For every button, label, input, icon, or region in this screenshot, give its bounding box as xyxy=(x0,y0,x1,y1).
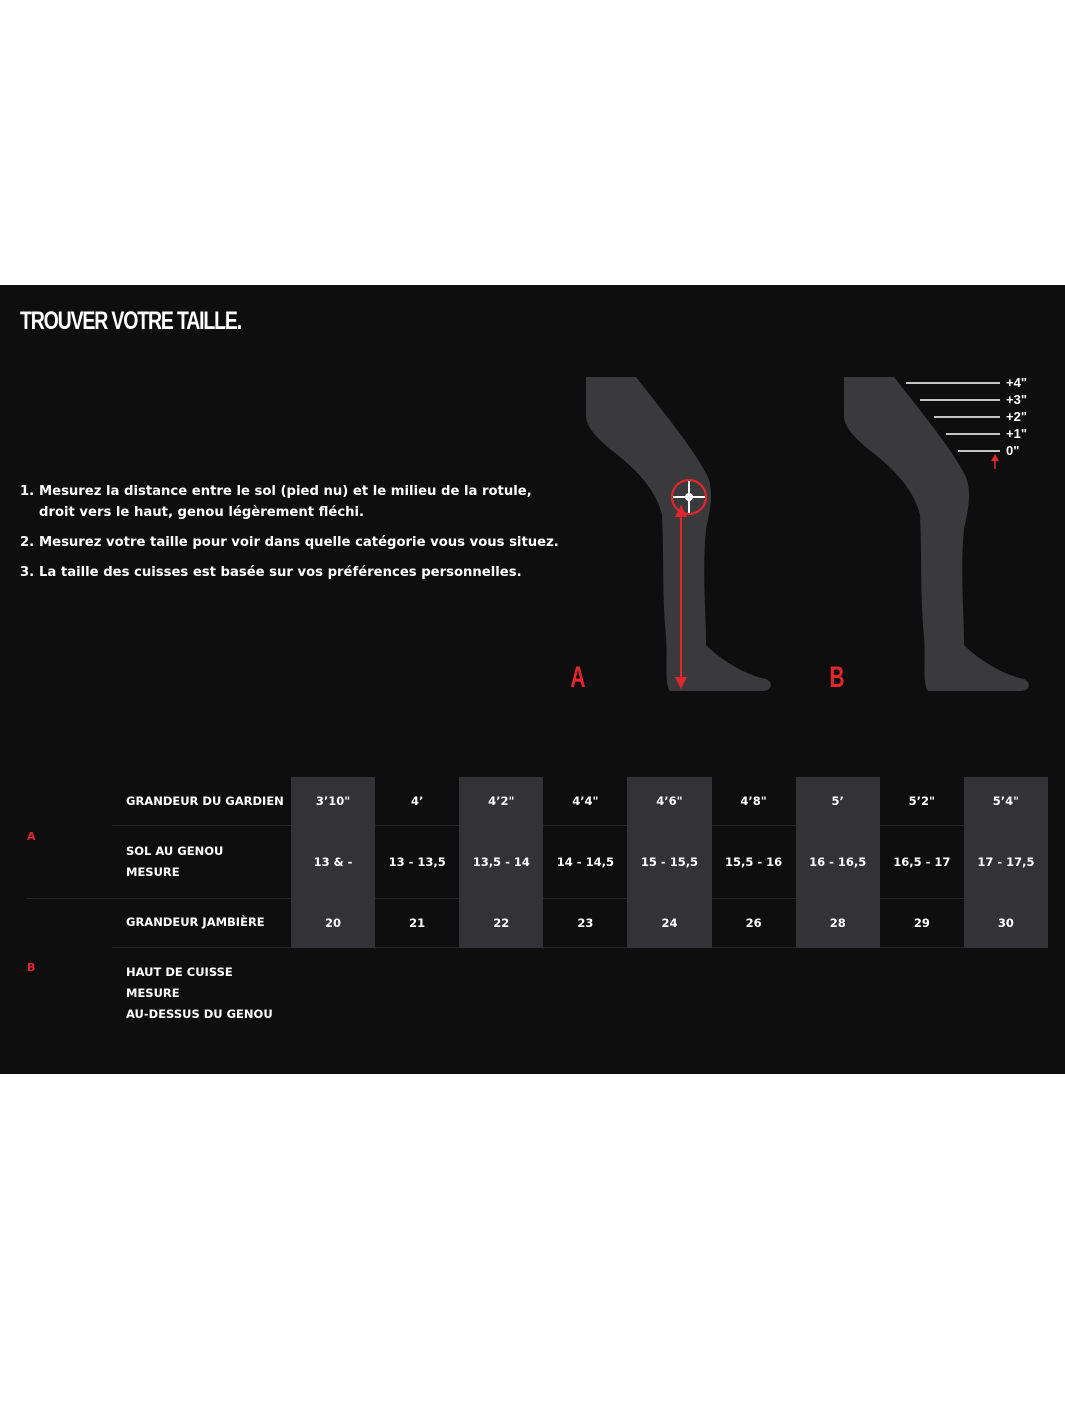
pad-size-cell: 22 xyxy=(459,898,543,947)
pad-size-cell: 29 xyxy=(880,898,964,947)
height-cell: 4’ xyxy=(375,777,459,826)
knee-cell: 16,5 - 17 xyxy=(880,826,964,899)
knee-label-line: SOL AU GENOU xyxy=(126,843,224,858)
height-cell: 4’6" xyxy=(627,777,711,826)
table-row xyxy=(27,777,1048,826)
leg-a-shape xyxy=(586,377,771,691)
knee-cell: 13 & - xyxy=(291,826,375,899)
knee-cell: 14 - 14,5 xyxy=(543,826,627,899)
step-number: 1. xyxy=(20,484,35,499)
instruction-step xyxy=(20,562,560,583)
knee-cell: 13,5 - 14 xyxy=(459,826,543,899)
step-text: Mesurez la distance entre le sol (pied nu) et le milieu de la rotule, droit vers le haut, genou légèrement fléchi. xyxy=(39,484,532,520)
offset-label: +1" xyxy=(1006,426,1027,441)
leg-measurement-illustration xyxy=(560,365,1060,705)
height-cell: 3’10" xyxy=(291,777,375,826)
measure-a-marker: A xyxy=(27,826,112,899)
offset-label: +4" xyxy=(1006,375,1027,390)
row-group-spacer xyxy=(27,898,112,947)
table-row xyxy=(27,826,1048,899)
offset-label: 0" xyxy=(1006,443,1020,458)
instruction-step xyxy=(20,532,560,553)
page-title: TROUVER VOTRE TAILLE. xyxy=(20,307,241,335)
height-cell: 5’2" xyxy=(880,777,964,826)
leg-b-shape xyxy=(844,377,1029,691)
step-number: 2. xyxy=(20,535,35,550)
pad-size-cell: 30 xyxy=(964,898,1048,947)
pad-size-cell: 28 xyxy=(796,898,880,947)
pad-size-cell: 21 xyxy=(375,898,459,947)
instructions-list xyxy=(20,481,560,592)
knee-row-label xyxy=(112,826,291,899)
step-text: Mesurez votre taille pour voir dans quelle catégorie vous vous situez. xyxy=(39,535,559,550)
knee-label-line: MESURE xyxy=(126,864,180,879)
pad-size-cell: 24 xyxy=(627,898,711,947)
table-row xyxy=(27,947,1048,1040)
pad-size-cell: 23 xyxy=(543,898,627,947)
pad-size-cell: 26 xyxy=(712,898,796,947)
size-chart-table xyxy=(27,777,1048,1040)
height-row-label: GRANDEUR DU GARDIEN xyxy=(112,777,291,826)
table-row xyxy=(27,898,1048,947)
pad-size-row-label: GRANDEUR JAMBIÈRE xyxy=(112,898,291,947)
knee-cell: 13 - 13,5 xyxy=(375,826,459,899)
knee-cell: 17 - 17,5 xyxy=(964,826,1048,899)
leg-b-label: B xyxy=(829,661,845,694)
height-cell: 4’4" xyxy=(543,777,627,826)
row-group-spacer xyxy=(27,777,112,826)
thigh-label-line: HAUT DE CUISSE xyxy=(126,964,233,979)
knee-cell: 15 - 15,5 xyxy=(627,826,711,899)
offset-label: +3" xyxy=(1006,392,1027,407)
instruction-step xyxy=(20,481,560,523)
height-cell: 5’ xyxy=(796,777,880,826)
thigh-row-label xyxy=(112,947,291,1040)
offset-arrow-icon xyxy=(991,454,999,469)
knee-cell: 15,5 - 16 xyxy=(712,826,796,899)
knee-cell: 16 - 16,5 xyxy=(796,826,880,899)
height-cell: 5’4" xyxy=(964,777,1048,826)
height-cell: 4’8" xyxy=(712,777,796,826)
height-cell: 4’2" xyxy=(459,777,543,826)
thigh-label-line: AU-DESSUS DU GENOU xyxy=(126,1006,273,1021)
step-text: La taille des cuisses est basée sur vos préférences personnelles. xyxy=(39,565,522,580)
size-guide-panel xyxy=(0,285,1065,1074)
pad-size-cell: 20 xyxy=(291,898,375,947)
thigh-label-line: MESURE xyxy=(126,985,180,1000)
leg-a-label: A xyxy=(570,661,586,694)
thigh-empty-cell xyxy=(291,947,1048,1040)
step-number: 3. xyxy=(20,565,35,580)
knee-target-icon xyxy=(672,480,706,514)
measure-b-marker: B xyxy=(27,961,36,974)
offset-label: +2" xyxy=(1006,409,1027,424)
